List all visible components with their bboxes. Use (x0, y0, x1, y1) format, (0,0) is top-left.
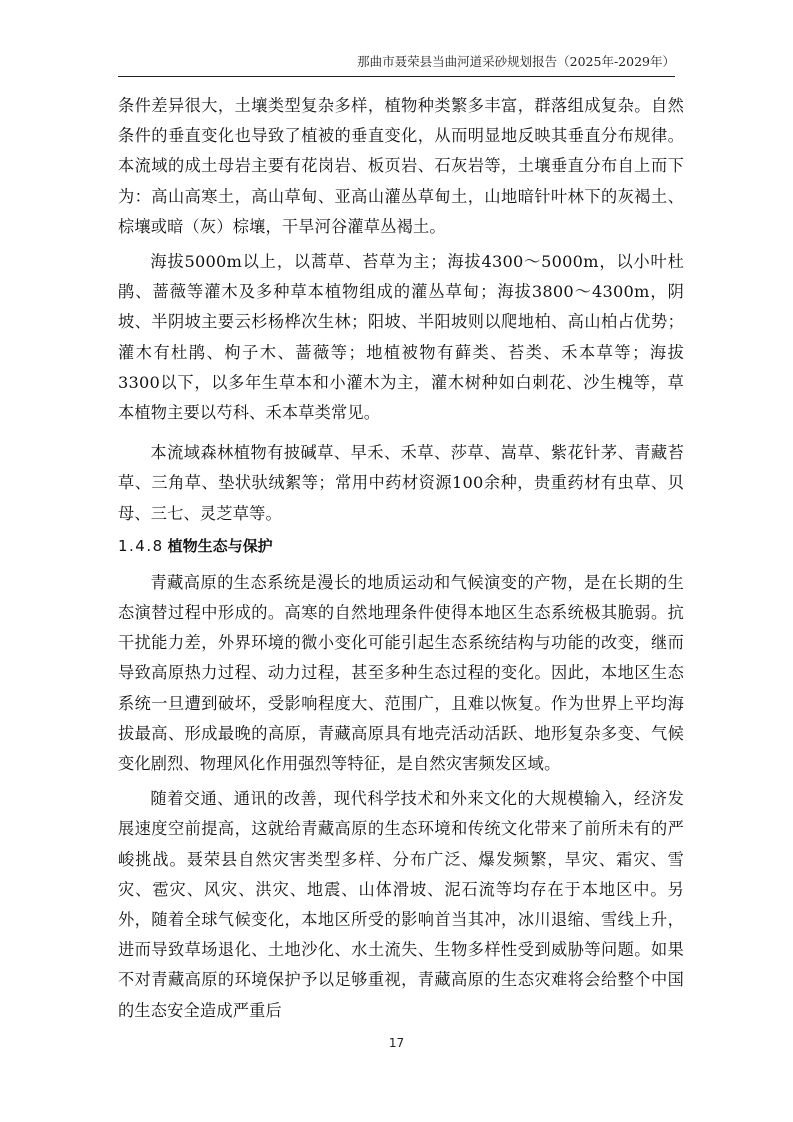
document-body (118, 91, 684, 1026)
paragraph-disasters: 随着交通、通讯的改善，现代科学技术和外来文化的大规模输入，经济发展速度空前提高，这就给青藏高原的生态环境和传统文化带来了前所未有的严峻挑战。聂荣县自然灾害类型多样、分布广泛、爆发频繁，旱灾、霜灾、雪灾、雹灾、风灾、洪灾、地震、山体滑坡、泥石流等均存在于本地区中。另外，随着全球气候变化，本地区所受的影响首当其冲，冰川退缩、雪线上升，进而导致草场退化、土地沙化、水土流失、生物多样性受到威胁等问题。如果不对青藏高原的环境保护予以足够重视，青藏高原的生态灾难将会给整个中国的生态安全造成严重后 (118, 789, 684, 1020)
page-header (118, 52, 675, 77)
paragraph-soil-vegetation: 条件差异很大，土壤类型复杂多样，植物种类繁多丰富，群落组成复杂。自然条件的垂直变化也导致了植被的垂直变化，从而明显地反映其垂直分布规律。本流域的成土母岩主要有花岗岩、板页岩、石灰岩等，土壤垂直分布自上而下为：高山高寒土，高山草甸、亚高山灌丛草甸土，山地暗针叶林下的灰褐土、棕壤或暗（灰）棕壤，干旱河谷灌草丛褐土。 (118, 96, 684, 236)
paragraph-forest-plants: 本流域森林植物有披碱草、早禾、禾草、莎草、嵩草、紫花针茅、青藏苔草、三角草、垫状驮绒絮等；常用中药材资源100余种，贵重药材有虫草、贝母、三七、灵芝草等。 (118, 443, 684, 523)
paragraph-altitude-zones: 海拔5000m以上，以蒿草、苔草为主；海拔4300～5000m，以小叶杜鹃、蔷薇等灌木及多种草本植物组成的灌丛草甸；海拔3800～4300m，阴坡、半阴坡主要云杉杨桦次生林；阳坡、半阳坡则以爬地柏、高山柏占优势；灌木有杜鹃、枸子木、蔷薇等；地植被物有藓类、苔类、禾本草等；海拔3300以下，以多年生草本和小灌木为主，灌木树种如白刺花、沙生槐等，草本植物主要以芍科、禾本草类常见。 (118, 252, 684, 423)
paragraph-ecosystem: 青藏高原的生态系统是漫长的地质运动和气候演变的产物，是在长期的生态演替过程中形成的。高寒的自然地理条件使得本地区生态系统极其脆弱。抗干扰能力差，外界环境的微小变化可能引起生态系统结构与功能的改变，继而导致高原热力过程、动力过程，甚至多种生态过程的变化。因此，本地区生态系统一旦遭到破坏，受影响程度大、范围广，且难以恢复。作为世界上平均海拔最高、形成最晚的高原，青藏高原具有地壳活动活跃、地形复杂多变、气候变化剧烈、物理风化作用强烈等特征，是自然灾害频发区域。 (118, 572, 684, 774)
header-title: 那曲市聂荣县当曲河道采砂规划报告（2025年-2029年） (357, 54, 675, 69)
section-title: 植物生态与保护 (167, 536, 273, 555)
section-number: 1.4.8 (118, 536, 164, 555)
section-heading (118, 534, 684, 558)
page-number: 17 (388, 1036, 405, 1050)
